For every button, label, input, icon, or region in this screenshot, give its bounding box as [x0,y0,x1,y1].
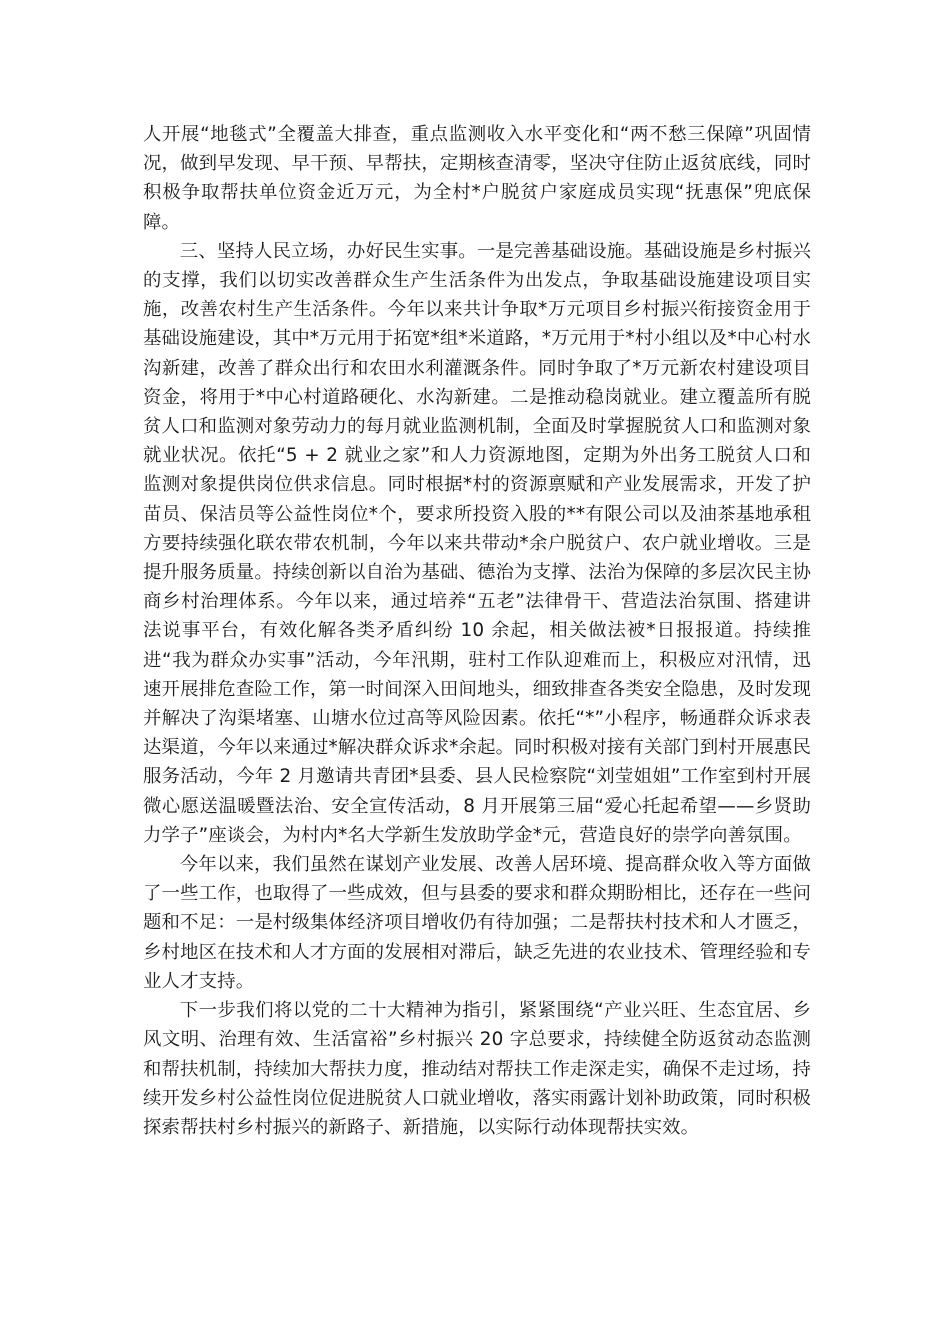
paragraph-shortcomings: 今年以来，我们虽然在谋划产业发展、改善人居环境、提高群众收入等方面做了一些工作，也取得了一些成效，但与县委的要求和群众期盼相比，还存在一些问题和不足：一是村级集体经济项目增收仍有待加强；二是帮扶村技术和人才匮乏，乡村地区在技术和人才方面的发展相对滞后，缺乏先进的农业技术、管理经验和专业人才支持。 [143,854,811,992]
paragraph-continuation: 人开展“地毯式”全覆盖大排查，重点监测收入水平变化和“两不愁三保障”巩固情况，做到早发现、早干预、早帮扶，定期核查清零，坚决守住防止返贫底线，同时积极争取帮扶单位资金近万元，为全村*户脱贫户家庭成员实现“抚惠保”兜底保障。 [143,124,811,233]
paragraph-section-three: 三、坚持人民立场，办好民生实事。一是完善基础设施。基础设施是乡村振兴的支撑，我们以切实改善群众生产生活条件为出发点，争取基础设施建设项目实施，改善农村生产生活条件。今年以来共计争取*万元项目乡村振兴衔接资金用于基础设施建设，其中*万元用于拓宽*组*米道路，*万元用于*村小组以及*中心村水沟新建，改善了群众出行和农田水利灌溉条件。同时争取了*万元新农村建设项目资金，将用于*中心村道路硬化、水沟新建。二是推动稳岗就业。建立覆盖所有脱贫人口和监测对象劳动力的每月就业监测机制，全面及时掌握脱贫人口和监测对象就业状况。依托“5 + 2 就业之家”和人力资源地图，定期为外出务工脱贫人口和监测对象提供岗位供求信息。同时根据*村的资源禀赋和产业发展需求，开发了护苗员、保洁员等公益性岗位*个，要求所投资入股的**有限公司以及油茶基地承租方要持续强化联农带农机制，今年以来共带动*余户脱贫户、农户就业增收。三是提升服务质量。持续创新以自治为基础、德治为支撑、法治为保障的多层次民主协商乡村治理体系。今年以来，通过培养“五老”法律骨干、营造法治氛围、搭建讲法说事平台，有效化解各类矛盾纠纷 10 余起，相关做法被*日报报道。持续推进“我为群众办实事”活动，今年汛期，驻村工作队迎难而上，积极应对汛情，迅速开展排危查险工作，第一时间深入田间地头，细致排查各类安全隐患，及时发现并解决了沟渠堵塞、山塘水位过高等风险因素。依托“*”小程序，畅通群众诉求表达渠道，今年以来通过*解决群众诉求*余起。同时积极对接有关部门到村开展惠民服务活动，今年 2 月邀请共青团*县委、县人民检察院“刘莹姐姐”工作室到村开展微心愿送温暖暨法治、安全宣传活动，8 月开展第三届“爱心托起希望——乡贤助力学子”座谈会，为村内*名大学新生发放助学金*元，营造良好的崇学向善氛围。 [143,240,811,846]
document-page [143,120,811,1142]
paragraph-next-steps: 下一步我们将以党的二十大精神为指引，紧紧围绕“产业兴旺、生态宜居、乡风文明、治理有效、生活富裕”乡村振兴 20 字总要求，持续健全防返贫动态监测和帮扶机制，持续加大帮扶力度，推动结对帮扶工作走深走实，确保不走过场，持续开发乡村公益性岗位促进脱贫人口就业增收，落实雨露计划补助政策，同时积极探索帮扶村乡村振兴的新路子、新措施，以实际行动体现帮扶实效。 [143,1000,811,1138]
